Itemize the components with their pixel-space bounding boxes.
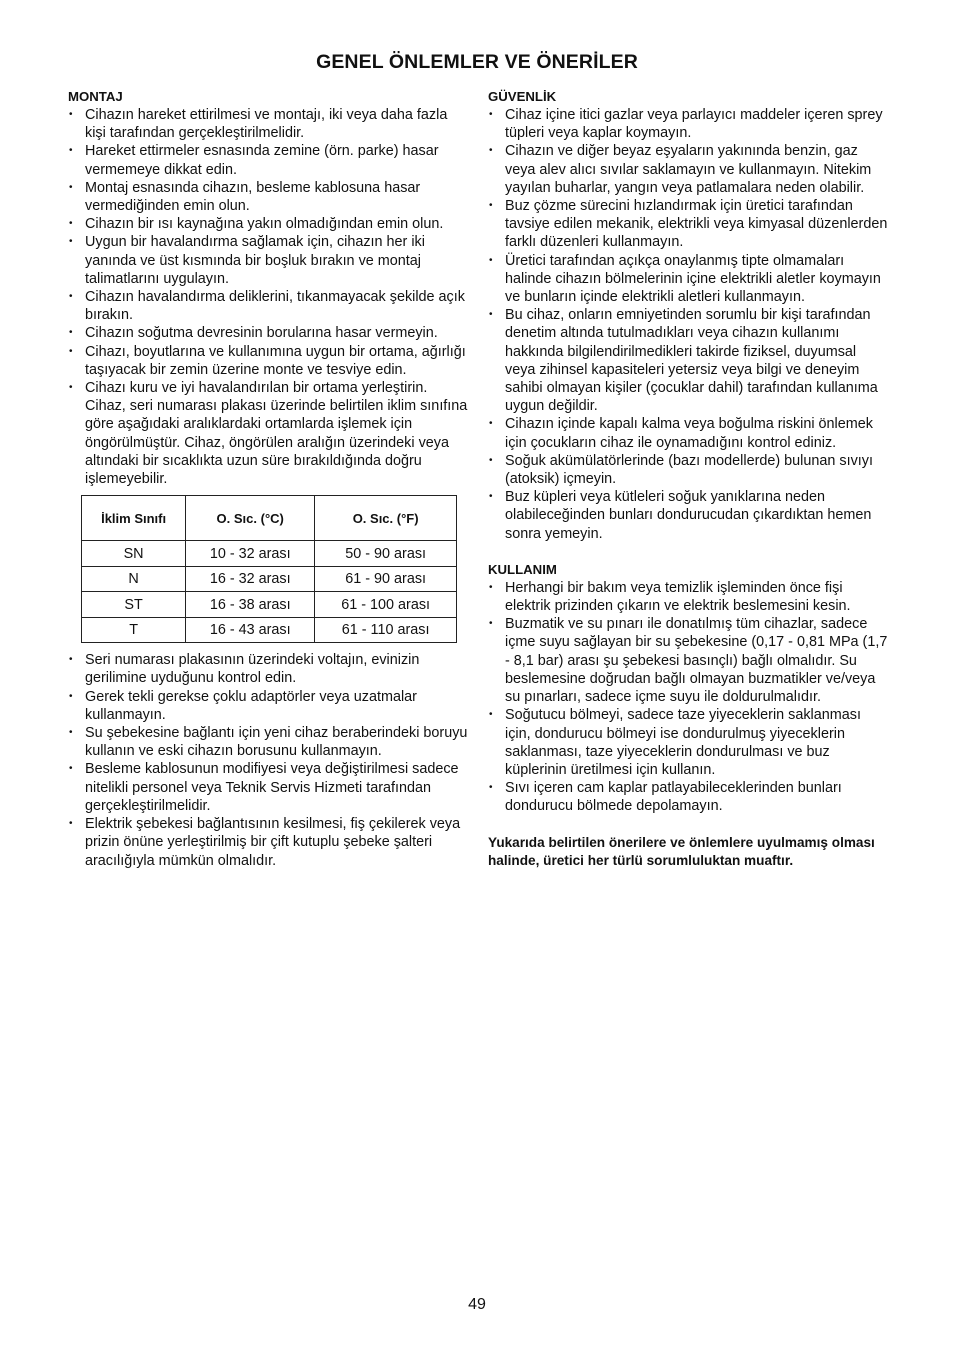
list-item: • Cihazı, boyutlarına ve kullanımına uygun bir ortama, ağırlığı taşıyacak bir zemin üzerine monte ve tesviye edin. (68, 343, 468, 379)
table-row (82, 592, 457, 618)
table-row (82, 617, 457, 643)
list-item: • Cihazın hareket ettirilmesi ve montajı, iki veya daha fazla kişi tarafından gerçekleştirilmelidir. (68, 106, 468, 142)
table-cell: 61 - 90 arası (315, 566, 457, 592)
page-title: GENEL ÖNLEMLER VE ÖNERİLER (316, 51, 638, 73)
table-cell: 61 - 100 arası (315, 592, 457, 618)
list-item: • Buz çözme sürecini hızlandırmak için üretici tarafından tavsiye edilen mekanik, elektrikli veya kimyasal düzenlerden farklı düzenleri kullanmayın. (488, 197, 888, 252)
list-item: • Hareket ettirmeler esnasında zemine (örn. parke) hasar vermemeye dikkat edin. (68, 142, 468, 178)
montaj-list-top (68, 106, 468, 488)
guvenlik-list (488, 106, 888, 543)
kullanim-list (488, 579, 888, 816)
section-heading-guvenlik: GÜVENLİK (488, 89, 557, 104)
list-item: • Cihazın ve diğer beyaz eşyaların yakınında benzin, gaz veya alev alıcı sıvılar saklamayın ve kullanmayın. Nitekim yayılan buharlar, yangın veya patlamalara neden olabilir. (488, 142, 888, 197)
list-item: • Üretici tarafından açıkça onaylanmış tipte olmamaları halinde cihazın bölmelerinin içine elektrikli aletler koymayın ve bunların içinde elektrikli aletleri kullanmayın. (488, 252, 888, 307)
table-cell: SN (82, 541, 186, 567)
list-item: • Cihazı kuru ve iyi havalandırılan bir ortama yerleştirin. Cihaz, seri numarası plakası üzerinde belirtilen iklim sınıfına göre aşağıdaki aralıklardaki ortamlarda işlemek için öngörülmüştür. Cihaz, öngörülen aralığın üzerindeki veya altındaki bir sıcaklıkta uzun süre bırakıldığında doğru işlemeyebilir. (68, 379, 468, 488)
list-item: • Gerek tekli gerekse çoklu adaptörler veya uzatmalar kullanmayın. (68, 688, 468, 724)
table-header-cell: O. Sıc. (°C) (186, 496, 315, 541)
list-item: • Elektrik şebekesi bağlantısının kesilmesi, fiş çekilerek veya prizin önüne yerleştirilmiş bir çift kutuplu şebeke şalteri aracılığıyla mümkün olmalıdır. (68, 815, 468, 870)
list-item: • Soğutucu bölmeyi, sadece taze yiyeceklerin saklanması için, dondurucu bölmeyi ise dondurulmuş yiyeceklerin saklanması, taze yiyeceklerin dondurulması ve buz küplerinin üretilmesi için kullanın. (488, 706, 888, 779)
table-row (82, 566, 457, 592)
table-cell: ST (82, 592, 186, 618)
list-item: • Su şebekesine bağlantı için yeni cihaz beraberindeki boruyu kullanın ve eski cihazın borusunu kullanmayın. (68, 724, 468, 760)
table-cell: 61 - 110 arası (315, 617, 457, 643)
table-cell: 16 - 32 arası (186, 566, 315, 592)
climate-class-table (81, 495, 457, 643)
table-cell: 50 - 90 arası (315, 541, 457, 567)
list-item: • Seri numarası plakasının üzerindeki voltajın, evinizin gerilimine uyduğunu kontrol edin. (68, 651, 468, 687)
list-item: • Buzmatik ve su pınarı ile donatılmış tüm cihazlar, sadece içme suyu sağlayan bir su şebekesine (0,17 - 0,81 MPa (1,7 - 8,1 bar) arası şu şebekesi basınçlı) bağlı olmalıdır. Su beslemesine doğrudan bağlı olmayan buzmatikler ve/veya su pınarları, sadece içme suyu ile doldurulmalıdır. (488, 615, 888, 706)
table-cell: 10 - 32 arası (186, 541, 315, 567)
list-item: • Bu cihaz, onların emniyetinden sorumlu bir kişi tarafından denetim altında tutulmadıkları veya cihazın kullanımı hakkında bilgilendirilmedikleri takirde fiziksel, duyumsal veya zihinsel kapasiteleri yetersiz veya bilgi ve deneyim sahibi olmayan kişiler (çocuklar dahil) tarafından kullanıma uygun değildir. (488, 306, 888, 415)
list-item: • Cihazın havalandırma deliklerini, tıkanmayacak şekilde açık bırakın. (68, 288, 468, 324)
table-header-cell: İklim Sınıfı (82, 496, 186, 541)
page-number: 49 (468, 1296, 486, 1313)
left-column (68, 88, 468, 870)
table-header-row (82, 496, 457, 541)
list-item: • Cihazın soğutma devresinin borularına hasar vermeyin. (68, 324, 468, 342)
table-cell: N (82, 566, 186, 592)
list-item: • Besleme kablosunun modifiyesi veya değiştirilmesi sadece nitelikli personel veya Teknik Servis Hizmeti tarafından gerçekleştirilmelidir. (68, 760, 468, 815)
table-header-cell: O. Sıc. (°F) (315, 496, 457, 541)
section-heading-kullanim: KULLANIM (488, 561, 557, 577)
table-cell: T (82, 617, 186, 643)
list-item: • Buz küpleri veya kütleleri soğuk yanıklarına neden olabileceğinden bunları dondurucudan çıkardıktan hemen sonra yemeyin. (488, 488, 888, 543)
list-item: • Cihazın bir ısı kaynağına yakın olmadığından emin olun. (68, 215, 468, 233)
section-heading-montaj: MONTAJ (68, 89, 123, 104)
table-cell: 16 - 38 arası (186, 592, 315, 618)
list-item: • Cihaz içine itici gazlar veya parlayıcı maddeler içeren sprey tüpleri veya kaplar koymayın. (488, 106, 888, 142)
table-cell: 16 - 43 arası (186, 617, 315, 643)
liability-note: Yukarıda belirtilen önerilere ve önlemlere uyulmamış olması halinde, üretici her türlü sorumluluktan muaftır. (488, 834, 875, 868)
list-item: • Herhangi bir bakım veya temizlik işleminden önce fişi elektrik prizinden çıkarın ve elektrik beslemesini kesin. (488, 579, 888, 615)
montaj-list-bottom (68, 651, 468, 869)
list-item: • Cihazın içinde kapalı kalma veya boğulma riskini önlemek için çocukların cihaz ile oynamadığını kontrol ediniz. (488, 415, 888, 451)
list-item: • Uygun bir havalandırma sağlamak için, cihazın her iki yanında ve üst kısmında bir boşluk bırakın ve montaj talimatlarını uygulayın. (68, 233, 468, 288)
table-row (82, 541, 457, 567)
list-item: • Sıvı içeren cam kaplar patlayabileceklerinden bunları dondurucu bölmede depolamayın. (488, 779, 888, 815)
right-column (488, 88, 888, 870)
list-item: • Soğuk akümülatörlerinde (bazı modellerde) bulunan sıvıyı (atoksik) içmeyin. (488, 452, 888, 488)
list-item: • Montaj esnasında cihazın, besleme kablosuna hasar vermediğinden emin olun. (68, 179, 468, 215)
